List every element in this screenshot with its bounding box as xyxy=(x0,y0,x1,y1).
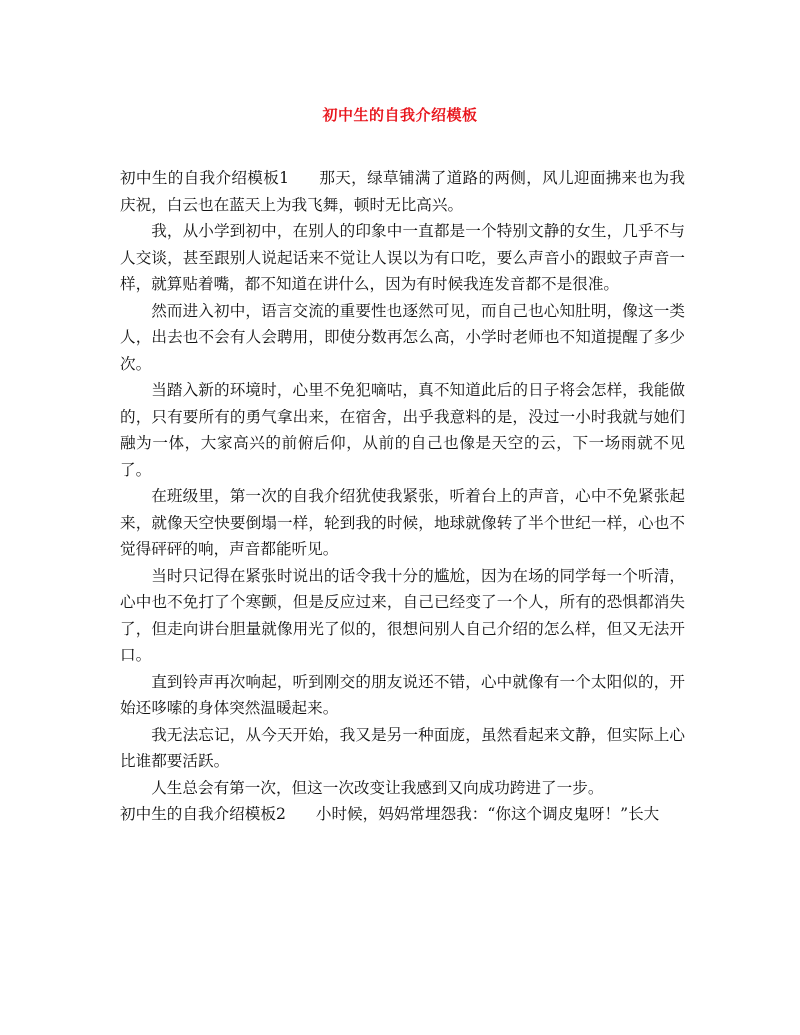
paragraph: 当时只记得在紧张时说出的话令我十分的尴尬，因为在场的同学每一个听清，心中也不免打了个寒颤，但是反应过来，自己已经变了一个人，所有的恐惧都消失了，但走向讲台胆量就像用光了似的，很想问别人自己介绍的怎么样，但又无法开口。 xyxy=(120,566,685,664)
section-1-intro xyxy=(120,165,685,218)
paragraph: 人生总会有第一次，但这一次改变让我感到又向成功跨进了一步。 xyxy=(151,778,604,797)
paragraph: 我无法忘记，从今天开始，我又是另一种面庞，虽然看起来文静，但实际上心比谁都要活跃。 xyxy=(120,725,685,770)
paragraph: 当踏入新的环境时，心里不免犯嘀咕，真不知道此后的日子将会怎样，我能做的，只有要所有的勇气拿出来，在宿舍，出乎我意料的是，没过一小时我就与她们融为一体，大家高兴的前俯后仰，从前的自己也像是天空的云，下一场雨就不见了。 xyxy=(120,381,685,479)
section-2-first-line: 小时候，妈妈常埋怨我：“你这个调皮鬼呀！”长大 xyxy=(315,805,660,823)
section-1-heading: 初中生的自我介绍模板1 xyxy=(120,169,290,187)
paragraph: 在班级里，第一次的自我介绍犹使我紧张，听着台上的声音，心中不免紧张起来，就像天空快要倒塌一样，轮到我的时候，地球就像转了半个世纪一样，心也不觉得砰砰的响，声音都能听见。 xyxy=(120,487,685,558)
section-2-intro xyxy=(120,801,685,828)
section-1-first-line: 那天，绿草铺满了道路的两侧，风儿迎面拂来也为我庆祝，白云也在蓝天上为我飞舞，顿时无比高兴。 xyxy=(120,169,685,214)
section-2-heading: 初中生的自我介绍模板2 xyxy=(120,805,286,823)
paragraph: 然而进入初中，语言交流的重要性也逐然可见，而自己也心知肚明，像这一类人，出去也不会有人会聘用，即使分数再怎么高，小学时老师也不知道提醒了多少次。 xyxy=(120,301,685,373)
paragraph: 我，从小学到初中，在别人的印象中一直都是一个特别文静的女生，几乎不与人交谈，甚至跟别人说起话来不觉让人误以为有口吃，要么声音小的跟蚊子声音一样，就算贴着嘴，都不知道在讲什么，因为有时候我连发音都不是很准。 xyxy=(120,222,685,293)
document-body xyxy=(120,165,685,828)
document-title: 初中生的自我介绍模板 xyxy=(322,106,478,124)
paragraph: 直到铃声再次响起，听到刚交的朋友说还不错，心中就像有一个太阳似的，开始还哆嗦的身体突然温暖起来。 xyxy=(120,672,685,717)
